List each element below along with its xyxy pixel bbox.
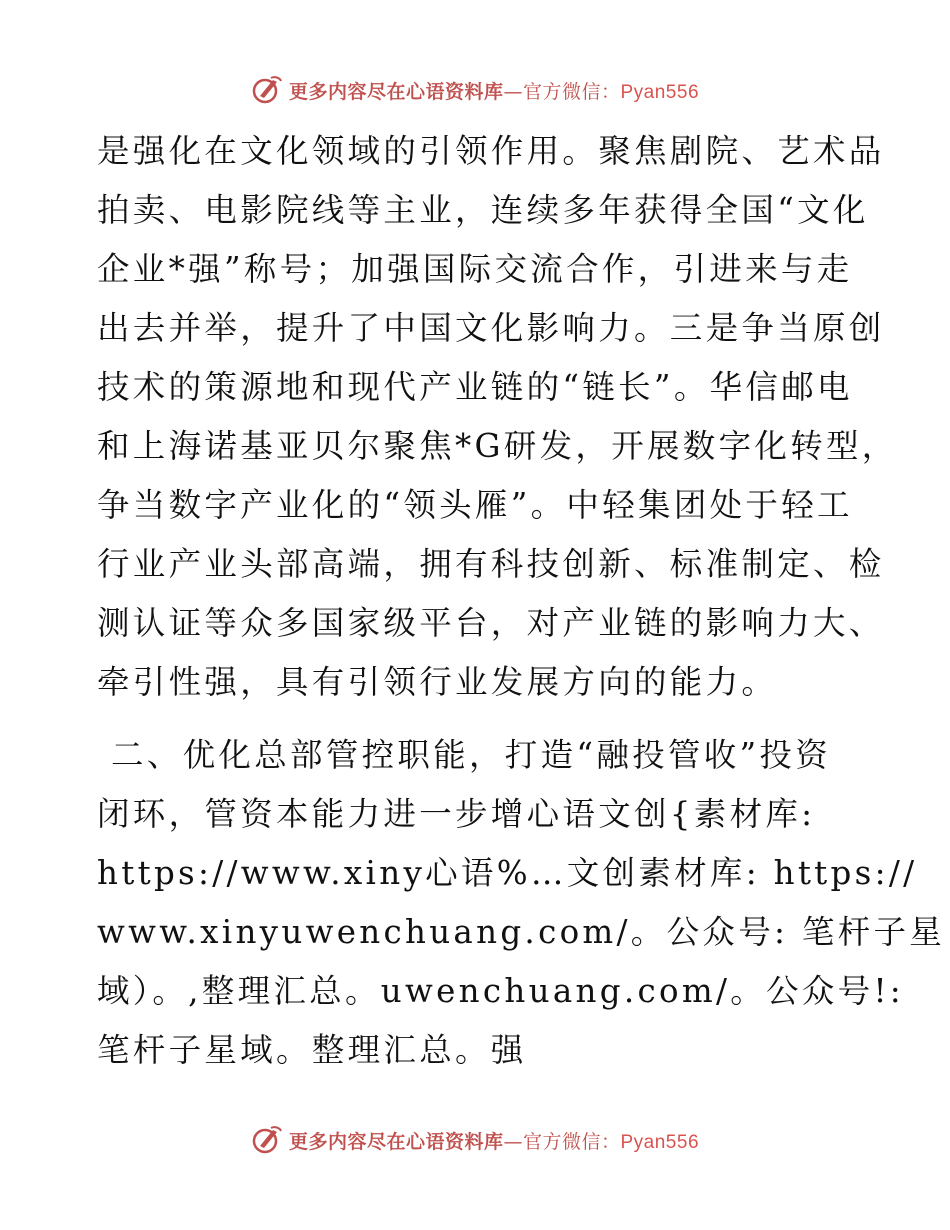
- header-text: [289, 77, 699, 104]
- text-line: 是强化在文化领域的引领作用。聚焦剧院、艺术品: [97, 132, 885, 170]
- footer-separator: —: [503, 1130, 523, 1153]
- paragraph-2: [97, 726, 946, 1080]
- text-line: 闭环，管资本能力进一步增心语文创{素材库:: [97, 795, 816, 833]
- quill-logo-icon: [251, 1124, 283, 1156]
- footer-banner: [0, 1120, 950, 1160]
- text-line: 争当数字产业化的“领头雁”。中轻集团处于轻工: [97, 486, 853, 524]
- header-main-text: 更多内容尽在心语资料库: [288, 80, 504, 103]
- text-line: 域）。,整理汇总。uwenchuang.com/。公众号!:: [97, 972, 905, 1010]
- document-body: [97, 122, 946, 1080]
- text-line: 出去并举，提升了中国文化影响力。三是争当原创: [97, 309, 885, 347]
- header-wechat-label: 官方微信：: [522, 80, 621, 103]
- footer-wechat-id: Pyan556: [620, 1131, 700, 1153]
- quill-logo-icon: [251, 74, 283, 106]
- text-line: 技术的策源地和现代产业链的“链长”。华信邮电: [97, 368, 853, 406]
- text-line: 行业产业头部高端，拥有科技创新、标准制定、检: [97, 545, 885, 583]
- text-line: 测认证等众多国家级平台，对产业链的影响力大、: [97, 604, 885, 642]
- text-line: 牵引性强，具有引领行业发展方向的能力。: [97, 663, 778, 701]
- footer-wechat-label: 官方微信：: [522, 1130, 621, 1153]
- section-heading-line: 二、优化总部管控职能，打造“融投管收”投资: [111, 736, 832, 774]
- text-line: 笔杆子星域。整理汇总。强: [97, 1031, 527, 1069]
- header-separator: —: [503, 80, 523, 103]
- paragraph-1: [97, 122, 898, 712]
- text-line: 拍卖、电影院线等主业，连续多年获得全国“文化: [97, 191, 869, 229]
- header-wechat-id: Pyan556: [620, 81, 700, 103]
- text-line: 和上海诺基亚贝尔聚焦*G研发，开展数字化转型，: [97, 427, 898, 465]
- footer-text: [289, 1127, 699, 1154]
- text-line: https://www.xiny心语%…文创素材库: https://: [97, 854, 918, 892]
- footer-main-text: 更多内容尽在心语资料库: [288, 1130, 504, 1153]
- text-line: 企业*强”称号；加强国际交流合作，引进来与走: [97, 250, 853, 288]
- header-banner: [0, 70, 950, 110]
- text-line: www.xinyuwenchuang.com/。公众号: 笔杆子星: [97, 913, 946, 951]
